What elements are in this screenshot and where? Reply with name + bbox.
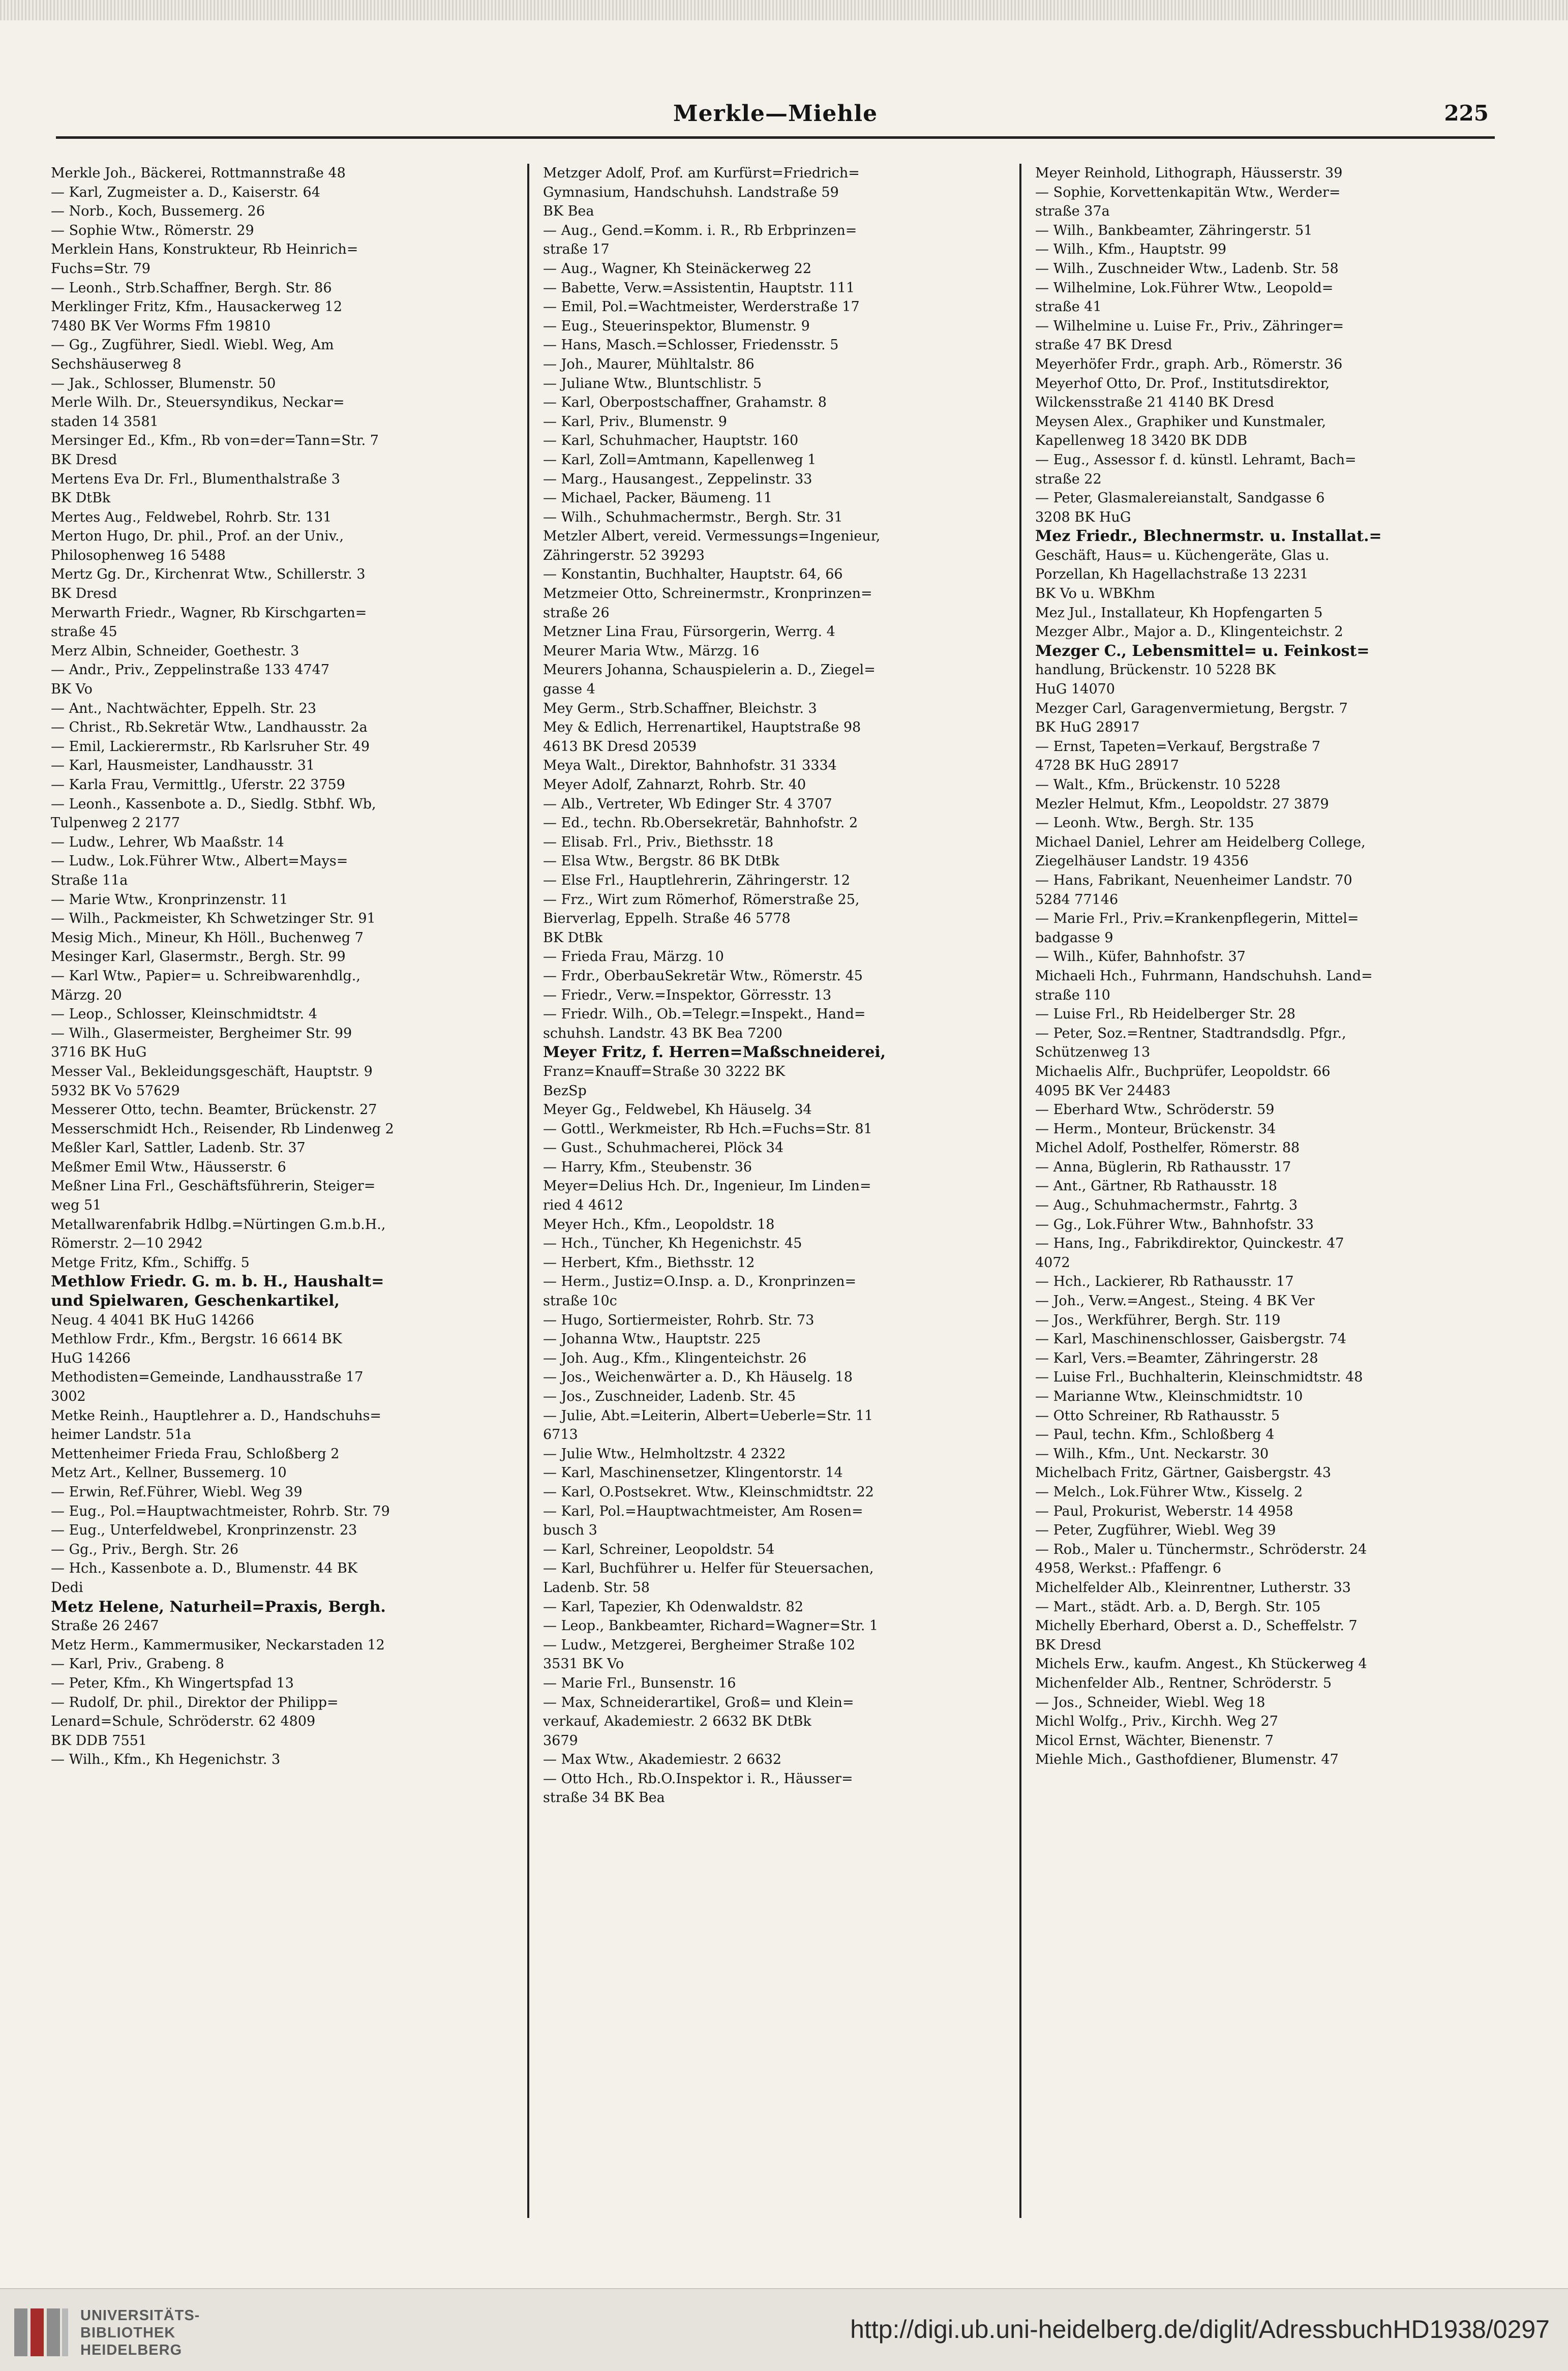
directory-entry: straße 34 BK Bea [543, 1790, 665, 1806]
directory-entry: — Marie Frl., Priv.=Krankenpflegerin, Mittel= [1035, 911, 1359, 927]
directory-entry: Mertes Aug., Feldwebel, Rohrb. Str. 131 [51, 509, 332, 525]
directory-entry: BK Bea [543, 203, 594, 220]
directory-entry: — Leonh., Strb.Schaffner, Bergh. Str. 86 [51, 280, 332, 296]
directory-entry: Römerstr. 2—10 2942 [51, 1236, 203, 1252]
directory-entry: — Harry, Kfm., Steubenstr. 36 [543, 1159, 752, 1175]
directory-entry: Lenard=Schule, Schröderstr. 62 4809 [51, 1714, 316, 1730]
directory-entry: 6713 [543, 1427, 578, 1443]
directory-entry: — Friedr., Verw.=Inspektor, Görresstr. 13 [543, 987, 832, 1003]
directory-entry: Messerer Otto, techn. Beamter, Brückenstr. 27 [51, 1102, 377, 1118]
directory-entry: straße 37a [1035, 203, 1110, 220]
page-number: 225 [1444, 101, 1489, 126]
directory-entry: — Hans, Masch.=Schlosser, Friedensstr. 5 [543, 337, 839, 353]
directory-entry: Meyerhöfer Frdr., graph. Arb., Römerstr. 36 [1035, 356, 1343, 372]
directory-entry: — Karla Frau, Vermittlg., Uferstr. 22 3759 [51, 777, 345, 793]
directory-entry: Kapellenweg 18 3420 BK DDB [1035, 433, 1248, 449]
directory-entry: — Jos., Zuschneider, Ladenb. Str. 45 [543, 1389, 796, 1404]
directory-entry: — Jos., Weichenwärter a. D., Kh Häuselg. 18 [543, 1369, 853, 1386]
directory-entry: — Karl, Tapezier, Kh Odenwaldstr. 82 [543, 1599, 803, 1615]
directory-entry: Methodisten=Gemeinde, Landhausstraße 17 [51, 1369, 364, 1386]
directory-entry: Franz=Knauff=Straße 30 3222 BK [543, 1063, 786, 1079]
directory-entry: — Marg., Hausangest., Zeppelinstr. 33 [543, 471, 812, 487]
directory-entry: — Frz., Wirt zum Römerhof, Römerstraße 25, [543, 891, 860, 908]
directory-entry: Mez Friedr., Blechnermstr. u. Installat.= [1035, 527, 1382, 546]
directory-entry: — Wilh., Glasermeister, Bergheimer Str. 99 [51, 1025, 352, 1041]
directory-entry: Metzner Lina Frau, Fürsorgerin, Werrg. 4 [543, 624, 835, 640]
directory-entry: — Julie Wtw., Helmholtzstr. 4 2322 [543, 1446, 786, 1462]
directory-entry: — Christ., Rb.Sekretär Wtw., Landhausstr. 2a [51, 719, 368, 736]
directory-entry: Meya Walt., Direktor, Bahnhofstr. 31 3334 [543, 758, 837, 774]
directory-entry: Meurers Johanna, Schauspielerin a. D., Ziegel= [543, 662, 876, 678]
directory-entry: Metke Reinh., Hauptlehrer a. D., Handschuhs= [51, 1407, 382, 1424]
directory-entry: Mertens Eva Dr. Frl., Blumenthalstraße 3 [51, 471, 340, 487]
directory-entry: Mez Jul., Installateur, Kh Hopfengarten 5 [1035, 605, 1323, 621]
directory-entry: — Rob., Maler u. Tünchermstr., Schröderstr. 24 [1035, 1541, 1367, 1557]
directory-entry: — Elisab. Frl., Priv., Biethsstr. 18 [543, 834, 774, 850]
directory-entry: — Karl, Hausmeister, Landhausstr. 31 [51, 758, 315, 774]
scan-edge [0, 0, 1568, 20]
directory-entry: — Otto Hch., Rb.O.Inspektor i. R., Häusser= [543, 1770, 853, 1787]
directory-entry: Porzellan, Kh Hagellachstraße 13 2231 [1035, 566, 1309, 583]
directory-entry: — Gg., Priv., Bergh. Str. 26 [51, 1541, 239, 1557]
directory-entry: — Paul, Prokurist, Weberstr. 14 4958 [1035, 1503, 1293, 1519]
directory-entry: — Ernst, Tapeten=Verkauf, Bergstraße 7 [1035, 738, 1321, 755]
directory-entry: Straße 11a [51, 872, 128, 888]
directory-entry: Meyer Reinhold, Lithograph, Häusserstr. 39 [1035, 165, 1343, 181]
page-header [56, 91, 1495, 139]
directory-entry: BK HuG 28917 [1035, 719, 1140, 736]
directory-entry: und Spielwaren, Geschenkartikel, [51, 1292, 340, 1310]
directory-entry: BK Vo [51, 681, 93, 698]
directory-entry: — Jos., Schneider, Wiebl. Weg 18 [1035, 1694, 1265, 1710]
directory-entry: Meßner Lina Frl., Geschäftsführerin, Steiger= [51, 1178, 376, 1194]
directory-columns [51, 164, 1500, 2218]
directory-entry: Michelfelder Alb., Kleinrentner, Lutherstr. 33 [1035, 1579, 1351, 1596]
directory-entry: Metzmeier Otto, Schreinermstr., Kronprinzen= [543, 586, 872, 602]
directory-entry: Mezger Carl, Garagenvermietung, Bergstr. 7 [1035, 700, 1348, 716]
directory-entry: — Ant., Gärtner, Rb Rathausstr. 18 [1035, 1178, 1277, 1194]
directory-entry: — Karl, O.Postsekret. Wtw., Kleinschmidtstr. 22 [543, 1484, 874, 1500]
directory-entry: — Karl, Priv., Blumenstr. 9 [543, 413, 727, 430]
directory-entry: Metzger Adolf, Prof. am Kurfürst=Friedrich= [543, 165, 860, 181]
directory-entry: Zähringerstr. 52 39293 [543, 547, 705, 563]
directory-entry: — Ant., Nachtwächter, Eppelh. Str. 23 [51, 700, 317, 716]
directory-entry: — Ludw., Metzgerei, Bergheimer Straße 102 [543, 1637, 856, 1653]
directory-entry: — Karl, Zoll=Amtmann, Kapellenweg 1 [543, 452, 817, 468]
directory-entry: — Karl, Schreiner, Leopoldstr. 54 [543, 1541, 775, 1557]
directory-entry: — Konstantin, Buchhalter, Hauptstr. 64, 66 [543, 566, 843, 583]
directory-entry: handlung, Brückenstr. 10 5228 BK [1035, 662, 1276, 678]
column-2 [543, 164, 1001, 2218]
directory-entry: — Karl, Zugmeister a. D., Kaiserstr. 64 [51, 184, 320, 200]
directory-entry: — Max, Schneiderartikel, Groß= und Klein= [543, 1694, 854, 1710]
directory-entry: 4958, Werkst.: Pfaffengr. 6 [1035, 1560, 1222, 1577]
directory-entry: — Karl Wtw., Papier= u. Schreibwarenhdlg., [51, 968, 360, 984]
directory-entry: — Luise Frl., Buchhalterin, Kleinschmidtstr. 48 [1035, 1369, 1363, 1386]
directory-entry: — Hans, Ing., Fabrikdirektor, Quinckestr. 47 [1035, 1236, 1344, 1252]
directory-entry: — Wilh., Kfm., Hauptstr. 99 [1035, 242, 1227, 258]
directory-entry: 3208 BK HuG [1035, 509, 1131, 525]
directory-entry: Mey Germ., Strb.Schaffner, Bleichstr. 3 [543, 700, 817, 716]
directory-entry: 4728 BK HuG 28917 [1035, 758, 1179, 774]
directory-entry: Miehle Mich., Gasthofdiener, Blumenstr. 47 [1035, 1752, 1339, 1768]
directory-entry: — Aug., Gend.=Komm. i. R., Rb Erbprinzen= [543, 222, 857, 238]
directory-entry: Meyer Fritz, f. Herren=Maßschneiderei, [543, 1043, 886, 1062]
directory-entry: Michael Daniel, Lehrer am Heidelberg College, [1035, 834, 1366, 850]
directory-entry: — Norb., Koch, Bussemerg. 26 [51, 203, 265, 220]
directory-entry: Metz Herm., Kammermusiker, Neckarstaden 12 [51, 1637, 385, 1653]
directory-entry: Merkle Joh., Bäckerei, Rottmannstraße 48 [51, 165, 346, 181]
directory-entry: Merwarth Friedr., Wagner, Rb Kirschgarten= [51, 605, 367, 621]
directory-entry: — Max Wtw., Akademiestr. 2 6632 [543, 1752, 782, 1768]
directory-entry: staden 14 3581 [51, 413, 159, 430]
directory-entry: — Alb., Vertreter, Wb Edinger Str. 4 3707 [543, 796, 832, 812]
directory-entry: — Babette, Verw.=Assistentin, Hauptstr. 111 [543, 280, 855, 296]
directory-entry: 5284 77146 [1035, 891, 1119, 908]
directory-entry: — Karl, Schuhmacher, Hauptstr. 160 [543, 433, 799, 449]
directory-entry: Metzler Albert, vereid. Vermessungs=Ingenieur, [543, 528, 881, 545]
directory-entry: Michelbach Fritz, Gärtner, Gaisbergstr. 43 [1035, 1465, 1332, 1481]
directory-entry: — Melch., Lok.Führer Wtw., Kisselg. 2 [1035, 1484, 1303, 1500]
directory-entry: — Eug., Assessor f. d. künstl. Lehramt, Bach= [1035, 452, 1356, 468]
directory-entry: — Frdr., OberbauSekretär Wtw., Römerstr. 45 [543, 968, 863, 984]
directory-entry: 3002 [51, 1389, 86, 1404]
directory-entry: — Wilh., Packmeister, Kh Schwetzinger Str. 91 [51, 911, 376, 927]
directory-entry: Meßmer Emil Wtw., Häusserstr. 6 [51, 1159, 286, 1175]
directory-entry: — Otto Schreiner, Rb Rathausstr. 5 [1035, 1407, 1280, 1424]
directory-entry: — Leonh., Kassenbote a. D., Siedlg. Stbhf. Wb, [51, 796, 376, 812]
directory-entry: — Else Frl., Hauptlehrerin, Zähringerstr. 12 [543, 872, 851, 888]
directory-entry: gasse 4 [543, 681, 595, 698]
directory-entry: straße 47 BK Dresd [1035, 337, 1172, 353]
directory-entry: 7480 BK Ver Worms Ffm 19810 [51, 318, 271, 334]
source-url-link[interactable]: http://digi.ub.uni-heidelberg.de/diglit/AdressbuchHD1938/0297 [850, 2315, 1550, 2344]
directory-entry: — Peter, Kfm., Kh Wingertspfad 13 [51, 1675, 294, 1691]
directory-entry: — Aug., Wagner, Kh Steinäckerweg 22 [543, 260, 812, 277]
directory-entry: — Friedr. Wilh., Ob.=Telegr.=Inspekt., Hand= [543, 1006, 866, 1023]
directory-entry: BK Vo u. WBKhm [1035, 586, 1155, 602]
directory-entry: — Karl, Vers.=Beamter, Zähringerstr. 28 [1035, 1350, 1318, 1366]
directory-entry: Tulpenweg 2 2177 [51, 815, 180, 831]
directory-entry: verkauf, Akademiestr. 2 6632 BK DtBk [543, 1714, 811, 1730]
directory-entry: BK Dresd [51, 452, 117, 468]
directory-entry: Messerschmidt Hch., Reisender, Rb Lindenweg 2 [51, 1121, 394, 1137]
directory-entry: — Aug., Schuhmachermstr., Fahrtg. 3 [1035, 1197, 1298, 1214]
directory-entry: Gymnasium, Handschuhsh. Landstraße 59 [543, 184, 839, 200]
directory-entry: — Eug., Pol.=Hauptwachtmeister, Rohrb. Str. 79 [51, 1503, 390, 1519]
directory-entry: — Marie Frl., Bunsenstr. 16 [543, 1675, 736, 1691]
directory-entry: — Andr., Priv., Zeppelinstraße 133 4747 [51, 662, 330, 678]
directory-entry: Meurer Maria Wtw., Märzg. 16 [543, 643, 760, 659]
directory-entry: — Marie Wtw., Kronprinzenstr. 11 [51, 891, 288, 908]
directory-entry: — Karl, Buchführer u. Helfer für Steuersachen, [543, 1560, 874, 1577]
directory-entry: — Johanna Wtw., Hauptstr. 225 [543, 1331, 761, 1347]
directory-entry: Merklinger Fritz, Kfm., Hausackerweg 12 [51, 299, 342, 315]
library-logo-icon [11, 2304, 71, 2360]
directory-entry: Metz Helene, Naturheil=Praxis, Bergh. [51, 1598, 386, 1616]
directory-entry: — Hans, Fabrikant, Neuenheimer Landstr. 70 [1035, 872, 1352, 888]
directory-entry: 3679 [543, 1732, 578, 1749]
directory-entry: Meßler Karl, Sattler, Ladenb. Str. 37 [51, 1140, 306, 1156]
directory-entry: Sechshäuserweg 8 [51, 356, 182, 372]
directory-entry: Metge Fritz, Kfm., Schiffg. 5 [51, 1254, 250, 1271]
directory-entry: Mersinger Ed., Kfm., Rb von=der=Tann=Str. 7 [51, 433, 379, 449]
directory-entry: Philosophenweg 16 5488 [51, 547, 226, 563]
directory-entry: Mey & Edlich, Herrenartikel, Hauptstraße 98 [543, 719, 861, 736]
directory-entry: Bierverlag, Eppelh. Straße 46 5778 [543, 911, 791, 927]
directory-entry: straße 10c [543, 1293, 617, 1309]
directory-entry: — Walt., Kfm., Brückenstr. 10 5228 [1035, 777, 1281, 793]
directory-entry: Mezger Albr., Major a. D., Klingenteichstr. 2 [1035, 624, 1343, 640]
directory-entry: — Wilh., Kfm., Unt. Neckarstr. 30 [1035, 1446, 1269, 1462]
directory-entry: Michenfelder Alb., Rentner, Schröderstr. 5 [1035, 1675, 1332, 1691]
directory-entry: Meyer Gg., Feldwebel, Kh Häuselg. 34 [543, 1102, 812, 1118]
logo-text-line: HEIDELBERG [80, 2342, 183, 2358]
directory-entry: weg 51 [51, 1197, 102, 1214]
directory-entry: Methlow Frdr., Kfm., Bergstr. 16 6614 BK [51, 1331, 342, 1347]
directory-entry: ried 4 4612 [543, 1197, 623, 1214]
column-divider [527, 164, 529, 2218]
directory-entry: — Wilh., Schuhmachermstr., Bergh. Str. 31 [543, 509, 843, 525]
directory-entry: Merle Wilh. Dr., Steuersyndikus, Neckar= [51, 395, 345, 411]
directory-entry: Meyer Hch., Kfm., Leopoldstr. 18 [543, 1216, 775, 1233]
directory-entry: — Wilhelmine, Lok.Führer Wtw., Leopold= [1035, 280, 1334, 296]
directory-entry: 3716 BK HuG [51, 1044, 147, 1061]
directory-entry: HuG 14266 [51, 1350, 131, 1366]
directory-entry: — Karl, Maschinenschlosser, Gaisbergstr. 74 [1035, 1331, 1346, 1347]
directory-entry: Mesig Mich., Mineur, Kh Höll., Buchenweg 7 [51, 929, 364, 946]
directory-entry: — Gg., Lok.Führer Wtw., Bahnhofstr. 33 [1035, 1216, 1314, 1233]
page-title: Merkle—Miehle [673, 101, 878, 127]
directory-entry: — Karl, Priv., Grabeng. 8 [51, 1656, 224, 1672]
directory-entry: — Emil, Lackierermstr., Rb Karlsruher Str. 49 [51, 738, 370, 755]
directory-entry: — Leonh. Wtw., Bergh. Str. 135 [1035, 815, 1254, 831]
directory-entry: — Marianne Wtw., Kleinschmidtstr. 10 [1035, 1389, 1303, 1404]
directory-entry: — Eug., Steuerinspektor, Blumenstr. 9 [543, 318, 810, 334]
directory-entry: — Ludw., Lehrer, Wb Maaßstr. 14 [51, 834, 284, 850]
directory-entry: straße 17 [543, 242, 610, 258]
directory-entry: Ziegelhäuser Landstr. 19 4356 [1035, 853, 1249, 869]
directory-entry: — Mart., städt. Arb. a. D, Bergh. Str. 105 [1035, 1599, 1321, 1615]
directory-entry: — Ed., techn. Rb.Obersekretär, Bahnhofstr. 2 [543, 815, 858, 831]
directory-entry: — Hch., Lackierer, Rb Rathausstr. 17 [1035, 1274, 1294, 1290]
directory-entry: Mezler Helmut, Kfm., Leopoldstr. 27 3879 [1035, 796, 1329, 812]
directory-entry: Geschäft, Haus= u. Küchengeräte, Glas u. [1035, 547, 1330, 563]
directory-entry: BK DDB 7551 [51, 1732, 147, 1749]
directory-entry: — Sophie, Korvettenkapitän Wtw., Werder= [1035, 184, 1341, 200]
directory-entry: — Gg., Zugführer, Siedl. Wiebl. Weg, Am [51, 337, 334, 353]
directory-entry: heimer Landstr. 51a [51, 1427, 192, 1443]
directory-entry: — Joh. Aug., Kfm., Klingenteichstr. 26 [543, 1350, 807, 1366]
directory-entry: Merton Hugo, Dr. phil., Prof. an der Univ., [51, 528, 344, 545]
directory-entry: Merz Albin, Schneider, Goethestr. 3 [51, 643, 299, 659]
directory-entry: 4072 [1035, 1254, 1070, 1271]
directory-entry: — Paul, techn. Kfm., Schloßberg 4 [1035, 1427, 1275, 1443]
directory-entry: Methlow Friedr. G. m. b. H., Haushalt= [51, 1273, 384, 1291]
directory-entry: — Hch., Tüncher, Kh Hegenichstr. 45 [543, 1236, 802, 1252]
directory-entry: — Peter, Zugführer, Wiebl. Weg 39 [1035, 1522, 1276, 1539]
directory-entry: — Elsa Wtw., Bergstr. 86 BK DtBk [543, 853, 779, 869]
directory-entry: 4095 BK Ver 24483 [1035, 1083, 1171, 1099]
directory-entry: BK Dresd [51, 586, 117, 602]
column-3 [1035, 164, 1493, 2218]
directory-entry: busch 3 [543, 1522, 597, 1539]
directory-entry: — Peter, Soz.=Rentner, Stadtrandsdlg. Pfgr., [1035, 1025, 1346, 1041]
directory-entry: — Jak., Schlosser, Blumenstr. 50 [51, 375, 276, 392]
directory-entry: Meyerhof Otto, Dr. Prof., Institutsdirektor, [1035, 375, 1330, 392]
directory-entry: — Gust., Schuhmacherei, Plöck 34 [543, 1140, 784, 1156]
directory-entry: Fuchs=Str. 79 [51, 260, 150, 277]
directory-entry: — Jos., Werkführer, Bergh. Str. 119 [1035, 1312, 1281, 1328]
directory-entry: — Eberhard Wtw., Schröderstr. 59 [1035, 1102, 1275, 1118]
directory-entry: Straße 26 2467 [51, 1618, 159, 1634]
directory-entry: Metz Art., Kellner, Bussemerg. 10 [51, 1465, 287, 1481]
directory-entry: Merklein Hans, Konstrukteur, Rb Heinrich= [51, 242, 358, 258]
directory-entry: — Ludw., Lok.Führer Wtw., Albert=Mays= [51, 853, 348, 869]
directory-entry: Mettenheimer Frieda Frau, Schloßberg 2 [51, 1446, 340, 1462]
directory-entry: — Karl, Maschinensetzer, Klingentorstr. 14 [543, 1465, 843, 1481]
directory-entry: 4613 BK Dresd 20539 [543, 738, 697, 755]
directory-entry: Michaeli Hch., Fuhrmann, Handschuhsh. Land= [1035, 968, 1373, 984]
footer [0, 2288, 1568, 2371]
directory-entry: — Hugo, Sortiermeister, Rohrb. Str. 73 [543, 1312, 815, 1328]
directory-entry: — Gottl., Werkmeister, Rb Hch.=Fuchs=Str. 81 [543, 1121, 872, 1137]
directory-entry: straße 41 [1035, 299, 1102, 315]
directory-entry: BK Dresd [1035, 1637, 1102, 1653]
directory-entry: — Sophie Wtw., Römerstr. 29 [51, 222, 254, 238]
directory-entry: Mertz Gg. Dr., Kirchenrat Wtw., Schillerstr. 3 [51, 566, 366, 583]
directory-entry: straße 22 [1035, 471, 1102, 487]
directory-entry: — Juliane Wtw., Bluntschlistr. 5 [543, 375, 762, 392]
directory-entry: Messer Val., Bekleidungsgeschäft, Hauptstr. 9 [51, 1063, 373, 1079]
directory-entry: — Hch., Kassenbote a. D., Blumenstr. 44 BK [51, 1560, 357, 1577]
directory-entry: — Peter, Glasmalereianstalt, Sandgasse 6 [1035, 490, 1325, 506]
directory-entry: Meyer=Delius Hch. Dr., Ingenieur, Im Linden= [543, 1178, 871, 1194]
logo-text-line: UNIVERSITÄTS- [80, 2307, 200, 2324]
directory-entry: Meysen Alex., Graphiker und Kunstmaler, [1035, 413, 1326, 430]
directory-entry: HuG 14070 [1035, 681, 1115, 698]
directory-entry: badgasse 9 [1035, 929, 1113, 946]
directory-entry: — Rudolf, Dr. phil., Direktor der Philipp= [51, 1694, 339, 1710]
column-1 [51, 164, 508, 2218]
directory-entry: Dedi [51, 1579, 83, 1596]
directory-entry: — Herbert, Kfm., Biethsstr. 12 [543, 1254, 755, 1271]
directory-entry: — Leop., Schlosser, Kleinschmidtstr. 4 [51, 1006, 318, 1023]
directory-entry: Meyer Adolf, Zahnarzt, Rohrb. Str. 40 [543, 777, 806, 793]
directory-entry: — Michael, Packer, Bäumeng. 11 [543, 490, 772, 506]
directory-entry: schuhsh. Landstr. 43 BK Bea 7200 [543, 1025, 782, 1041]
directory-entry: 3531 BK Vo [543, 1656, 624, 1672]
directory-entry: straße 26 [543, 605, 610, 621]
directory-entry: straße 45 [51, 624, 117, 640]
directory-entry: Märzg. 20 [51, 987, 122, 1003]
column-divider [1019, 164, 1021, 2218]
directory-entry: — Eug., Unterfeldwebel, Kronprinzenstr. 23 [51, 1522, 357, 1539]
directory-entry: — Herm., Justiz=O.Insp. a. D., Kronprinzen= [543, 1274, 857, 1290]
directory-entry: — Julie, Abt.=Leiterin, Albert=Ueberle=Str. 11 [543, 1407, 873, 1424]
directory-entry: Schützenweg 13 [1035, 1044, 1151, 1061]
directory-entry: Michelly Eberhard, Oberst a. D., Scheffelstr. 7 [1035, 1618, 1358, 1634]
directory-entry: Ladenb. Str. 58 [543, 1579, 650, 1596]
directory-entry: — Leop., Bankbeamter, Richard=Wagner=Str. 1 [543, 1618, 879, 1634]
directory-entry: straße 110 [1035, 987, 1110, 1003]
directory-entry: 5932 BK Vo 57629 [51, 1083, 180, 1099]
directory-entry: — Anna, Büglerin, Rb Rathausstr. 17 [1035, 1159, 1291, 1175]
directory-entry: — Luise Frl., Rb Heidelberger Str. 28 [1035, 1006, 1295, 1023]
directory-entry: — Erwin, Ref.Führer, Wiebl. Weg 39 [51, 1484, 303, 1500]
directory-entry: Mezger C., Lebensmittel= u. Feinkost= [1035, 642, 1370, 660]
directory-entry: Mesinger Karl, Glasermstr., Bergh. Str. 99 [51, 949, 346, 965]
directory-entry: Micol Ernst, Wächter, Bienenstr. 7 [1035, 1732, 1274, 1749]
directory-entry: Wilckensstraße 21 4140 BK Dresd [1035, 395, 1275, 411]
directory-entry: Michel Adolf, Posthelfer, Römerstr. 88 [1035, 1140, 1300, 1156]
directory-entry: — Karl, Pol.=Hauptwachtmeister, Am Rosen= [543, 1503, 863, 1519]
directory-entry: Michl Wolfg., Priv., Kirchh. Weg 27 [1035, 1714, 1278, 1730]
directory-entry: — Wilh., Kfm., Kh Hegenichstr. 3 [51, 1752, 281, 1768]
directory-entry: Michels Erw., kaufm. Angest., Kh Stückerweg 4 [1035, 1656, 1367, 1672]
directory-entry: — Wilh., Küfer, Bahnhofstr. 37 [1035, 949, 1246, 965]
directory-entry: — Wilh., Zuschneider Wtw., Ladenb. Str. 58 [1035, 260, 1339, 277]
directory-entry: — Emil, Pol.=Wachtmeister, Werderstraße 17 [543, 299, 860, 315]
directory-entry: — Joh., Maurer, Mühltalstr. 86 [543, 356, 755, 372]
directory-entry: — Wilhelmine u. Luise Fr., Priv., Zähringer= [1035, 318, 1344, 334]
directory-entry: Michaelis Alfr., Buchprüfer, Leopoldstr. 66 [1035, 1063, 1331, 1079]
directory-entry: — Frieda Frau, Märzg. 10 [543, 949, 724, 965]
logo-text-line: BIBLIOTHEK [80, 2325, 176, 2341]
directory-entry: — Wilh., Bankbeamter, Zähringerstr. 51 [1035, 222, 1313, 238]
directory-entry: BK DtBk [51, 490, 111, 506]
directory-entry: — Herm., Monteur, Brückenstr. 34 [1035, 1121, 1276, 1137]
directory-entry: Neug. 4 4041 BK HuG 14266 [51, 1312, 255, 1328]
directory-entry: — Joh., Verw.=Angest., Steing. 4 BK Ver [1035, 1293, 1315, 1309]
directory-entry: — Karl, Oberpostschaffner, Grahamstr. 8 [543, 395, 827, 411]
directory-entry: BezSp [543, 1083, 587, 1099]
directory-entry: BK DtBk [543, 929, 603, 946]
directory-entry: Metallwarenfabrik Hdlbg.=Nürtingen G.m.b.H., [51, 1216, 386, 1233]
